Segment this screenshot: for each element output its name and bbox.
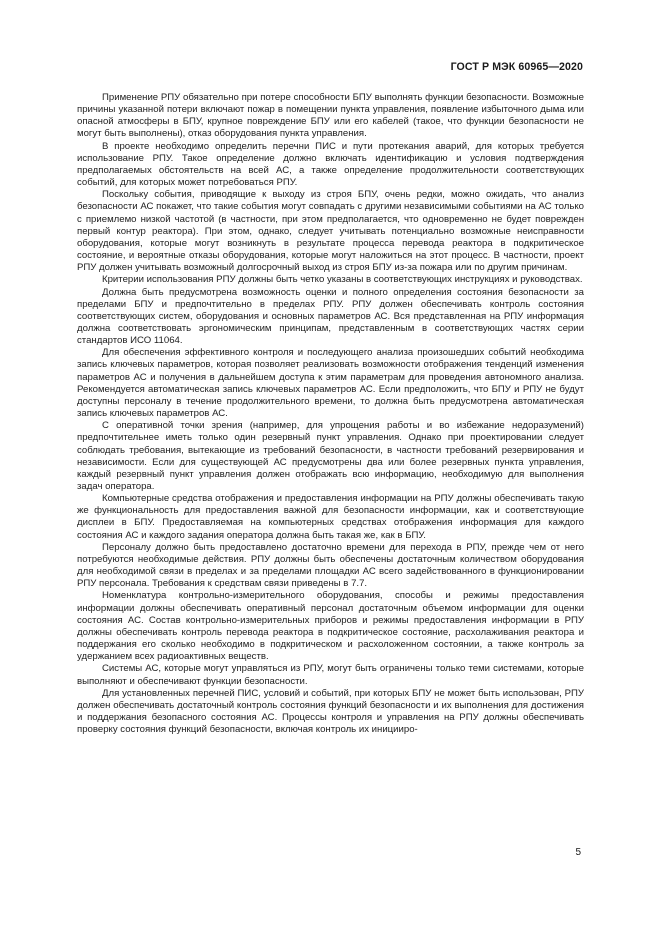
paragraph-personnel-transition: Персоналу должно быть предоставлено достаточно времени для перехода в РПУ, прежде чем от него потребуются необходимые действия. РПУ должны быть обеспечены достаточным количеством оборудования для необходимой связи в пределах и за пределами площадки АС всего задействованного в функционировании РПУ персонала. Требования к средствам связи приведены в 7.7. — [77, 541, 584, 590]
paragraph-single-reserve-point: С оперативной точки зрения (например, для упрощения работы и во избежание недоразумений) предпочтительнее иметь только один резервный пункт управления. Однако при проектировании следует соблюдать требования, вытекающие из требований безопасности, в частности требований резервирования и независимости. Если для существующей АС предусмотрены два или более резервных пункта управления, каждый резервный пункт управления должен отображать всю информацию, необходимую для выполнения задач оператора. — [77, 420, 584, 492]
paragraph-parameter-recording: Для обеспечения эффективного контроля и последующего анализа произошедших событий необходима запись ключевых параметров, которая позволяет реализовать возможности отображения тенденций изменения параметров АС и получения в дальнейшем доступа к этим параметрам для проведения автономного анализа. Рекомендуется автоматическая запись ключевых параметров АС. Если предположить, что БПУ и РПУ не будут доступны персоналу в течение продолжительного времени, то должна быть предусмотрена автоматическая запись ключевых параметров АС. — [77, 347, 584, 420]
paragraph-design-scope: В проекте необходимо определить перечни ПИС и пути протекания аварий, для которых требуется использование РПУ. Такое определение должно включать идентификацию и условия подтверждения предполагаемых обстоятельств на всей АС, а также определение продолжительности соответствующих событий, для которых может потребоваться РПУ. — [77, 140, 584, 189]
body-text — [77, 92, 584, 736]
paragraph-rpu-usage: Применение РПУ обязательно при потере способности БПУ выполнять функции безопасности. Возможные причины указанной потери включают пожар в помещении пункта управления, появление избыточного дыма или опасной атмосферы в БПУ, крупное повреждение БПУ или его кабелей (такое, что функции безопасности не могут быть выполнены), отказ оборудования пункта управления. — [77, 92, 584, 140]
paragraph-control-processes: Для установленных перечней ПИС, условий и событий, при которых БПУ не может быть использован, РПУ должен обеспечивать достаточный контроль состояния функций безопасности и их выполнения для достижения и поддержания безопасного состояния АС. Процессы контроля и управления на РПУ должны обеспечивать проверку состояния функций безопасности, включая контроль их иницииро- — [77, 687, 584, 736]
paragraph-event-frequency: Поскольку события, приводящие к выходу из строя БПУ, очень редки, можно ожидать, что анализ безопасности АС покажет, что такие события могут совпадать с другими независимыми событиями на АС только с приемлемо низкой частотой (в частности, при этом предполагается, что одновременно не будет поврежден первый контур реактора). При этом, однако, следует учитывать потенциально возможные неисправности оборудования, которые могут возникнуть в результате процесса перевода реактора в подкритическое состояние, и вероятные отказы оборудования, которые могут наложиться на этот процесс. В частности, проект РПУ должен учитывать возможный долгосрочный выход из строя БПУ из-за пожара или по другим причинам. — [77, 189, 584, 274]
paragraph-safety-assessment: Должна быть предусмотрена возможность оценки и полного определения состояния безопасности за пределами БПУ и предпочтительно в пределах РПУ. РПУ должен обеспечивать контроль состояния соответствующих систем, оборудования и основных параметров АС. Вся представленная на РПУ информация должна соответствовать эргономическим принципам, представленным в соответствующих частях серии стандартов ИСО 11064. — [77, 286, 584, 347]
paragraph-usage-criteria: Критерии использования РПУ должны быть четко указаны в соответствующих инструкциях и руководствах. — [102, 274, 583, 286]
standard-designation: ГОСТ Р МЭК 60965—2020 — [450, 61, 583, 73]
paragraph-controlled-systems: Системы АС, которые могут управляться из РПУ, могут быть ограничены только теми системами, которые выполняют и обеспечивают функции безопасности. — [77, 663, 584, 687]
page-number: 5 — [575, 847, 581, 858]
paragraph-instrumentation: Номенклатура контрольно-измерительного оборудования, способы и режимы предоставления информации должны обеспечивать оперативный персонал достаточным объемом информации для оценки состояния АС. Состав контрольно-измерительных приборов и режимы предоставления информации в РПУ должны обеспечивать контроль перевода реактора в подкритическое состояние, расхолаживания реактора и поддержания его сколько необходимо в подкритическом и расхоложенном состоянии, а также контроль за удержанием всех радиоактивных веществ. — [77, 590, 584, 663]
paragraph-computer-displays: Компьютерные средства отображения и предоставления информации на РПУ должны обеспечивать такую же функциональность для предоставления важной для безопасности информации, как и соответствующие дисплеи в БПУ. Предоставляемая на компьютерных средствах отображения информация для каждого состояния АС и каждого задания оператора должна быть такая же, как в БПУ. — [77, 493, 584, 541]
